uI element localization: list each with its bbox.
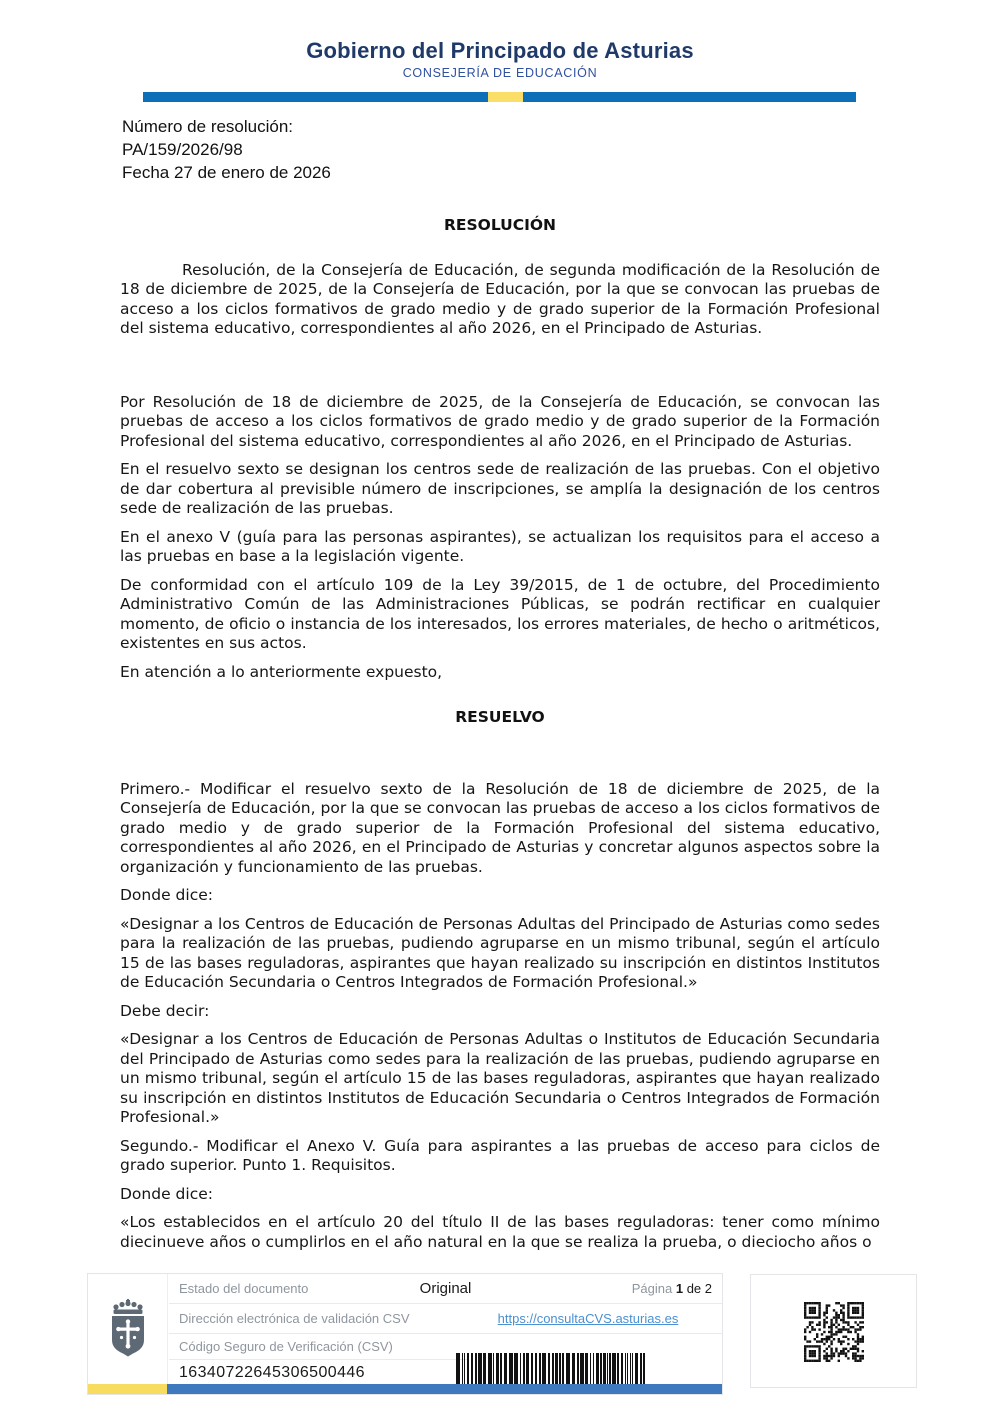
- paragraph: Por Resolución de 18 de diciembre de 2025, de la Consejería de Educación, se convocan las pruebas de acceso a los ciclos formativos de grado medio y de grado superior de la Formación Profesional del sistema educativo, correspondientes al año 2026, en el Principado de Asturias.: [120, 392, 880, 450]
- paragraph: En atención a lo anteriormente expuesto,: [120, 662, 443, 681]
- government-title: Gobierno del Principado de Asturias: [306, 38, 694, 63]
- paragraph: En el anexo V (guía para las personas aspirantes), se actualizan los requisitos para el acceso a las pruebas en base a la legislación vigente.: [120, 527, 880, 565]
- page-total: de 2: [686, 1281, 713, 1296]
- resolution-number-value: PA/159/2026/98: [122, 140, 243, 159]
- csv-code-label-row: [169, 1334, 469, 1360]
- resuelvo-heading: RESUELVO: [455, 708, 545, 726]
- status-value: Original: [419, 1280, 472, 1297]
- csv-validation-link[interactable]: https://consultaCVS.asturias.es: [497, 1310, 679, 1326]
- validation-footer: [87, 1273, 917, 1395]
- emblem-cell: [88, 1274, 168, 1385]
- csv-link-wrap: [464, 1310, 712, 1328]
- page-indicator: [526, 1281, 712, 1296]
- paragraph: Primero.- Modificar el resuelvo sexto de la Resolución de 18 de diciembre de 2025, de la Consejería de Educación, por la que se convocan las pruebas de acceso a los ciclos formativos de grado medio y de grado superior de la Formación Profesional del sistema educativo, correspondientes al año 2026, en el Principado de Asturias y concretar algunos aspectos sobre la organización y funcionamiento de las pruebas.: [120, 779, 880, 876]
- paragraph: «Designar a los Centros de Educación de Personas Adultas o Institutos de Educación Secundaria del Principado de Asturias como sedes para la realización de las pruebas, pudiendo agruparse en un mismo tribunal, según el artículo 15 de las bases reguladoras, aspirantes que hayan realizado su inscripción en distintos Institutos de Educación Secundaria o Centros Integrados de Formación Profesional.»: [120, 1030, 880, 1126]
- document-body: [120, 208, 880, 1261]
- paragraph: Donde dice:: [120, 1184, 213, 1203]
- resolution-meta: [122, 115, 331, 184]
- validation-table: [87, 1273, 723, 1395]
- paragraph: Donde dice:: [120, 886, 213, 904]
- footer-divider-bar: [88, 1384, 722, 1394]
- csv-url-label: Dirección electrónica de validación CSV: [179, 1311, 410, 1326]
- department-subtitle: CONSEJERÍA DE EDUCACIÓN: [402, 66, 598, 80]
- status-row: [169, 1274, 722, 1304]
- qr-code-box: [750, 1274, 917, 1388]
- paragraph: De conformidad con el artículo 109 de la Ley 39/2015, de 1 de octubre, del Procedimiento Administrativo Común de las Administraciones Públicas, se podrán rectificar en cualquier momento, de oficio o instancia de los interesados, los errores materiales, de hecho o aritméticos, existentes en sus actos.: [120, 575, 880, 652]
- resolution-heading: RESOLUCIÓN: [443, 216, 557, 234]
- status-label: Estado del documento: [179, 1281, 309, 1296]
- paragraph: Segundo.- Modificar el Anexo V. Guía para aspirantes a las pruebas de acceso para ciclos de grado superior. Punto 1. Requisitos.: [120, 1136, 880, 1174]
- paragraph: Resolución, de la Consejería de Educación, de segunda modificación de la Resolución de 18 de diciembre de 2025, de la Consejería de Educación, por la que se convocan las pruebas de acceso a los ciclos formativos de grado medio y de grado superior de la Formación Profesional del sistema educativo, correspondientes al año 2026, en el Principado de Asturias.: [120, 260, 880, 337]
- paragraph: «Los establecidos en el artículo 20 del título II de las bases reguladoras: tener como mínimo diecinueve años o cumplirlos en el año natural en la que se realiza la prueba, o dieciocho años o: [120, 1213, 880, 1251]
- page-label: Página: [631, 1281, 673, 1296]
- paragraph: En el resuelvo sexto se designan los centros sede de realización de las pruebas. Con el objetivo de dar cobertura al previsible número de inscripciones, se amplía la designación de los centros sede de realización de las pruebas.: [120, 460, 880, 517]
- csv-url-row: [169, 1304, 722, 1334]
- header-divider-bar: [143, 92, 856, 102]
- resolution-date: Fecha 27 de enero de 2026: [122, 163, 331, 182]
- footer-divider-bar-yellow-segment: [88, 1384, 167, 1394]
- asturias-coat-of-arms-icon: [108, 1299, 148, 1361]
- paragraph: «Designar a los Centros de Educación de Personas Adultas del Principado de Asturias como sedes para la realización de las pruebas, pudiendo agruparse en un mismo tribunal, según el artículo 15 de las bases reguladoras, aspirantes que hayan realizado su inscripción en distintos Institutos de Educación Secundaria o Centros Integrados de Formación Profesional.»: [120, 914, 880, 991]
- paragraph: Debe decir:: [120, 1001, 210, 1020]
- resolution-number-label: Número de resolución:: [122, 117, 294, 136]
- qr-code-icon: [804, 1302, 864, 1362]
- csv-code-label: Código Seguro de Verificación (CSV): [179, 1339, 393, 1354]
- letterhead: [0, 38, 1000, 80]
- csv-code-value: 16340722645306500446: [179, 1363, 365, 1381]
- page-number: 1: [675, 1281, 684, 1296]
- header-divider-bar-yellow-segment: [488, 92, 523, 102]
